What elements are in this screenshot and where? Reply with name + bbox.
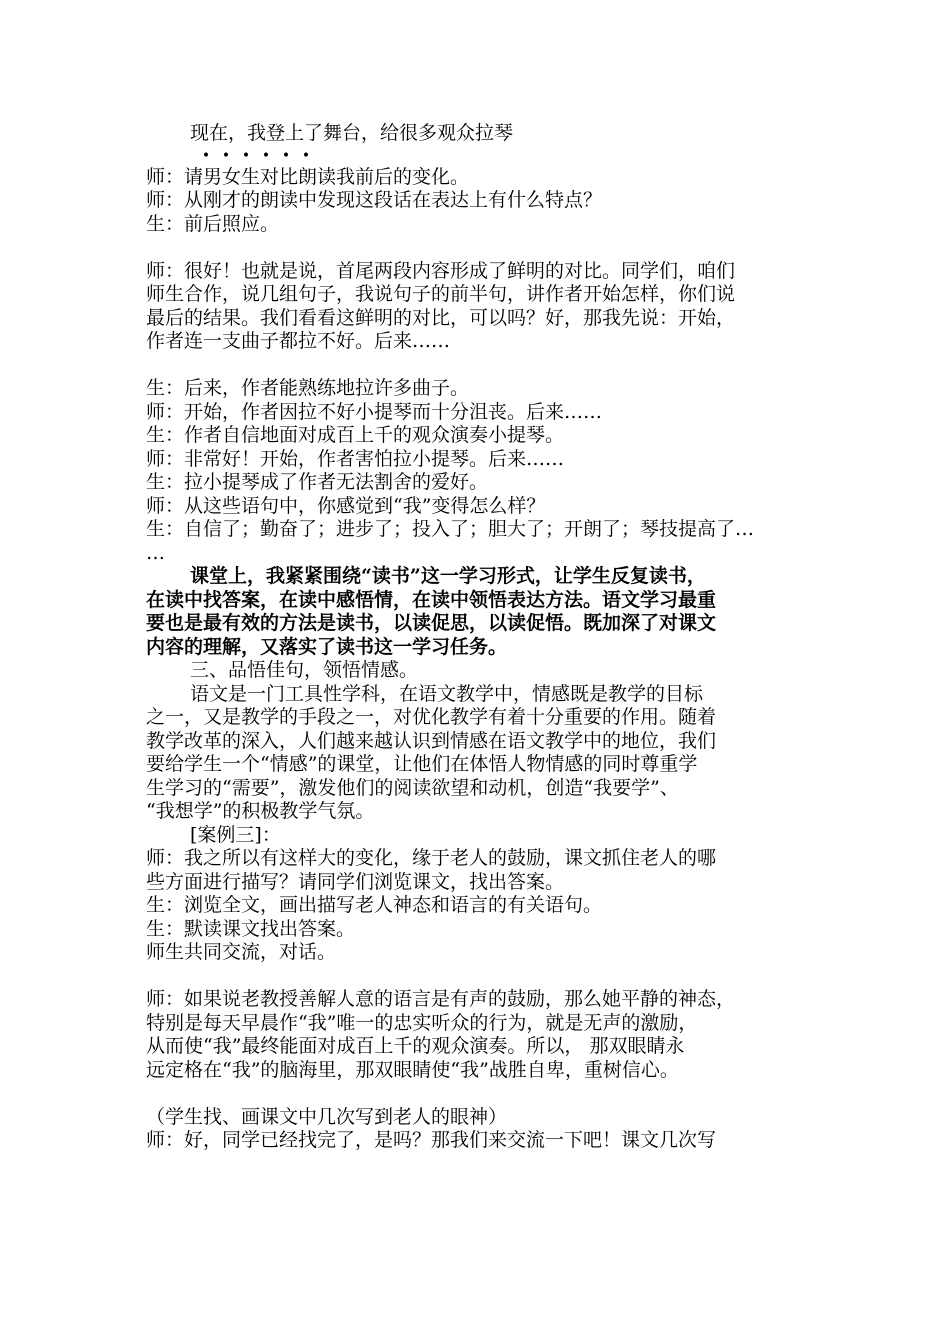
text-line: 在读中找答案，在读中感悟情，在读中领悟表达方法。语文学习最重: [146, 588, 717, 611]
text-line: 从而使“我”最终能面对成百上千的观众演奏。所以， 那双眼睛永: [146, 1035, 685, 1057]
blank-line: [146, 965, 810, 989]
text-line: 课堂上，我紧紧围绕“读书”这一学习形式，让学生反复读书，: [190, 565, 706, 587]
text-line: 生：后来，作者能熟练地拉许多曲子。: [146, 377, 470, 399]
blank-line: [146, 1082, 810, 1106]
blank-line: [146, 236, 810, 260]
text-line: 师：请男女生对比朗读我前后的变化。: [146, 165, 470, 188]
text-line: 生：默读课文找出答案。: [146, 917, 356, 940]
text-line: 师：非常好！开始，作者害怕拉小提琴。后来……: [146, 447, 565, 470]
emphasis-dots: • • • • • •: [201, 147, 311, 164]
text-line: 要也是最有效的方法是读书，以读促思，以读促悟。既加深了对课文: [146, 612, 717, 634]
text-line: “我想学”的积极教学气氛。: [146, 800, 375, 822]
text-line: 教学改革的深入，人们越来越认识到情感在语文教学中的地位，我们: [146, 729, 717, 752]
text-line: 生：作者自信地面对成百上千的观众演奏小提琴。: [146, 424, 565, 446]
text-line: 特别是每天早晨作“我”唯一的忠实听众的行为，就是无声的激励，: [146, 1011, 698, 1034]
text-line: 生：浏览全文，画出描写老人神态和语言的有关语句。: [146, 894, 603, 916]
text-line: 生：拉小提琴成了作者无法割舍的爱好。: [146, 471, 489, 493]
text-line: 师：好，同学已经找完了，是吗？那我们来交流一下吧！课文几次写: [146, 1129, 717, 1151]
text-line: 现在，我登上了舞台，给很多观众拉琴: [190, 122, 514, 144]
text-line: …: [146, 541, 165, 564]
text-line: 内容的理解，又落实了读书这一学习任务。: [146, 635, 508, 658]
text-line: 师：我之所以有这样大的变化，缘于老人的鼓励，课文抓住老人的哪: [146, 847, 717, 869]
text-line: 些方面进行描写？请同学们浏览课文，找出答案。: [146, 870, 565, 893]
blank-line: [146, 354, 810, 378]
text-line: 之一，又是教学的手段之一，对优化教学有着十分重要的作用。随着: [146, 706, 717, 728]
text-line: 师：从这些语句中，你感觉到“我”变得怎么样？: [146, 494, 546, 517]
text-line: 生：前后照应。: [146, 212, 280, 235]
text-line: [案例三]：: [190, 823, 281, 846]
text-line: 远定格在“我”的脑海里，那双眼睛使“我”战胜自卑，重树信心。: [146, 1058, 679, 1081]
document-page: [146, 122, 810, 1153]
text-line: 最后的结果。我们看看这鲜明的对比，可以吗？好，那我先说：开始，: [146, 306, 736, 329]
text-line: 语文是一门工具性学科，在语文教学中，情感既是教学的目标: [190, 682, 704, 705]
text-line: 师生共同交流，对话。: [146, 941, 337, 963]
text-line: 生学习的“需要”，激发他们的阅读欲望和动机，创造“我要学”、: [146, 776, 679, 799]
text-line: （学生找、画课文中几次写到老人的眼神）: [146, 1105, 508, 1128]
text-line: 作者连一支曲子都拉不好。后来……: [146, 330, 451, 352]
text-line: 师生合作，说几组句子，我说句子的前半句，讲作者开始怎样，你们说: [146, 283, 736, 305]
text-line: 师：如果说老教授善解人意的语言是有声的鼓励，那么她平静的神态，: [146, 988, 736, 1010]
text-line: 生：自信了；勤奋了；进步了；投入了；胆大了；开朗了；琴技提高了…: [146, 518, 755, 540]
text-line: 师：从刚才的朗读中发现这段话在表达上有什么特点？: [146, 189, 603, 211]
text-line: 要给学生一个“情感”的课堂，让他们在体悟人物情感的同时尊重学: [146, 753, 698, 775]
text-line: 三、品悟佳句，领悟情感。: [190, 659, 419, 681]
text-line: 师：开始，作者因拉不好小提琴而十分沮丧。后来……: [146, 400, 603, 423]
text-line: 师：很好！也就是说，首尾两段内容形成了鲜明的对比。同学们，咱们: [146, 259, 736, 282]
